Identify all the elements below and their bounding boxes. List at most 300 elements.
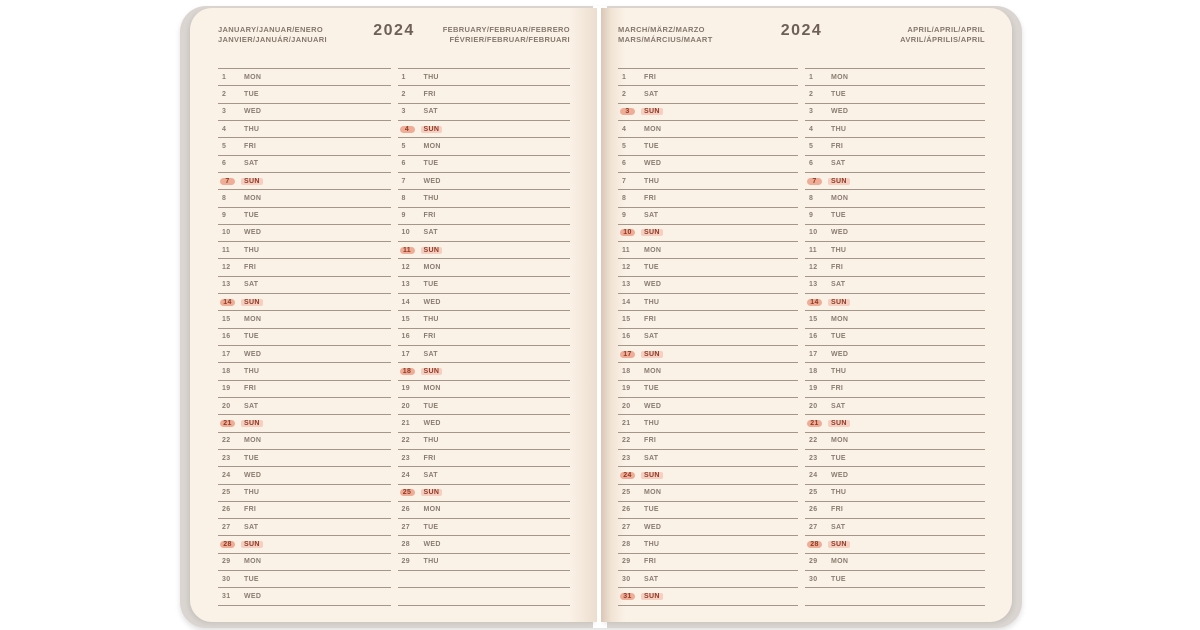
day-row — [805, 415, 985, 432]
day-row — [805, 381, 985, 398]
page-left — [190, 8, 597, 622]
weekday-label: WED — [244, 108, 262, 116]
day-row — [805, 242, 985, 259]
day-number: 21 — [401, 419, 410, 427]
weekday-label: FRI — [831, 506, 844, 514]
day-row — [218, 519, 391, 536]
weekday-label: WED — [423, 298, 441, 306]
weekday-label: SAT — [644, 454, 659, 462]
day-number: 9 — [401, 212, 406, 220]
day-row — [805, 485, 985, 502]
day-row — [805, 519, 985, 536]
day-number: 11 — [622, 246, 630, 254]
day-number: 25 — [809, 489, 818, 497]
weekday-label: THU — [644, 298, 660, 306]
day-row — [218, 208, 391, 225]
day-number: 3 — [401, 108, 406, 116]
day-number: 19 — [222, 385, 231, 393]
weekday-label: WED — [244, 593, 262, 601]
day-row — [805, 329, 985, 346]
day-number: 12 — [809, 264, 818, 272]
day-row — [398, 381, 571, 398]
day-row — [398, 346, 571, 363]
day-row — [618, 277, 798, 294]
day-number: 13 — [222, 281, 231, 289]
day-number: 1 — [809, 73, 814, 81]
day-number: 25 — [400, 489, 415, 496]
weekday-label: MON — [244, 316, 262, 324]
day-row — [398, 69, 571, 86]
day-number: 4 — [622, 125, 627, 133]
day-number: 3 — [222, 108, 227, 116]
month-title-february — [436, 25, 570, 45]
day-row — [618, 450, 798, 467]
day-row — [618, 536, 798, 553]
day-row — [398, 398, 571, 415]
day-row — [398, 208, 571, 225]
weekday-label: FRI — [644, 73, 657, 81]
weekday-label: SAT — [244, 402, 259, 410]
day-number: 7 — [220, 178, 235, 185]
weekday-label: SAT — [831, 281, 846, 289]
day-row — [805, 311, 985, 328]
weekday-label: SAT — [831, 523, 846, 531]
day-row — [218, 398, 391, 415]
day-number: 1 — [401, 73, 406, 81]
month-title-march-line1: MARCH/MÄRZ/MARZO — [618, 25, 705, 34]
day-number: 2 — [809, 90, 814, 98]
day-row — [218, 277, 391, 294]
day-row — [398, 363, 571, 380]
weekday-label: TUE — [423, 402, 439, 410]
day-number: 8 — [401, 194, 406, 202]
day-row — [218, 536, 391, 553]
day-number: 14 — [807, 299, 822, 306]
day-number: 24 — [401, 471, 410, 479]
day-number: 16 — [222, 333, 231, 341]
weekday-label: THU — [423, 194, 439, 202]
weekday-label: SAT — [423, 229, 438, 237]
page-right — [601, 8, 1012, 622]
day-number: 16 — [809, 333, 818, 341]
day-number: 26 — [809, 506, 818, 514]
day-number: 13 — [401, 281, 410, 289]
day-row — [805, 69, 985, 86]
weekday-label: MON — [831, 437, 849, 445]
day-row — [218, 450, 391, 467]
day-number: 6 — [222, 160, 227, 168]
day-number: 30 — [222, 575, 231, 583]
day-row — [398, 554, 571, 571]
day-number: 28 — [401, 541, 410, 549]
day-row — [218, 225, 391, 242]
day-row — [618, 156, 798, 173]
weekday-label: MON — [831, 316, 849, 324]
weekday-label: SUN — [241, 420, 263, 427]
weekday-label: SUN — [828, 178, 850, 185]
day-number: 31 — [620, 593, 635, 600]
day-number: 22 — [401, 437, 410, 445]
day-row — [618, 121, 798, 138]
weekday-label: WED — [244, 229, 262, 237]
day-number: 25 — [222, 489, 231, 497]
day-number: 15 — [222, 316, 231, 324]
day-number: 20 — [401, 402, 410, 410]
day-row — [805, 571, 985, 588]
day-number: 16 — [622, 333, 631, 341]
day-number: 19 — [622, 385, 631, 393]
day-row — [398, 259, 571, 276]
day-number: 25 — [622, 489, 631, 497]
day-number: 24 — [620, 472, 635, 479]
weekday-label: MON — [423, 142, 441, 150]
weekday-label: THU — [644, 419, 660, 427]
weekday-label: SUN — [828, 420, 850, 427]
day-row — [618, 381, 798, 398]
day-row — [805, 190, 985, 207]
day-row — [398, 311, 571, 328]
day-number: 5 — [222, 142, 227, 150]
day-row — [618, 86, 798, 103]
day-row — [218, 415, 391, 432]
day-number: 23 — [809, 454, 818, 462]
weekday-label: FRI — [244, 264, 257, 272]
weekday-label: SUN — [421, 489, 443, 496]
january-day-list — [218, 68, 391, 606]
day-row — [218, 381, 391, 398]
day-row — [398, 294, 571, 311]
weekday-label: TUE — [831, 90, 846, 98]
day-row — [618, 415, 798, 432]
day-number: 2 — [401, 90, 406, 98]
day-row — [805, 294, 985, 311]
weekday-label: SUN — [241, 299, 263, 306]
day-number: 17 — [620, 351, 635, 358]
weekday-label: SUN — [421, 126, 443, 133]
day-number: 6 — [809, 160, 814, 168]
day-number: 22 — [222, 437, 231, 445]
day-row — [398, 173, 571, 190]
day-row — [398, 190, 571, 207]
day-number: 5 — [809, 142, 814, 150]
weekday-label: WED — [244, 471, 262, 479]
weekday-label: SAT — [423, 108, 438, 116]
day-number: 12 — [222, 264, 231, 272]
day-number: 8 — [809, 194, 814, 202]
day-number: 6 — [401, 160, 406, 168]
day-number: 29 — [809, 558, 818, 566]
day-number: 28 — [807, 541, 822, 548]
day-number: 8 — [622, 194, 627, 202]
day-row — [805, 467, 985, 484]
weekday-label: WED — [423, 177, 441, 185]
day-number: 1 — [222, 73, 227, 81]
weekday-label: THU — [244, 489, 260, 497]
month-title-january-line2: JANVIER/JANUÁR/JANUARI — [218, 35, 327, 44]
day-row — [398, 450, 571, 467]
day-number: 22 — [622, 437, 631, 445]
weekday-label: SAT — [644, 90, 659, 98]
weekday-label: SUN — [641, 351, 663, 358]
day-number: 23 — [222, 454, 231, 462]
weekday-label: THU — [831, 246, 847, 254]
weekday-label: THU — [644, 177, 660, 185]
weekday-label: WED — [831, 108, 849, 116]
day-number: 10 — [222, 229, 231, 237]
weekday-label: TUE — [244, 212, 259, 220]
weekday-label: MON — [244, 558, 262, 566]
day-number: 4 — [809, 125, 814, 133]
day-row — [218, 588, 391, 605]
day-row — [618, 190, 798, 207]
day-row — [398, 519, 571, 536]
day-number: 19 — [401, 385, 410, 393]
day-row — [618, 104, 798, 121]
weekday-label: FRI — [831, 385, 844, 393]
day-number: 27 — [809, 523, 818, 531]
weekday-label: THU — [423, 316, 439, 324]
day-number: 11 — [809, 246, 817, 254]
day-number: 21 — [622, 419, 631, 427]
year-label: 2024 — [780, 22, 823, 39]
month-title-april — [846, 25, 985, 45]
weekday-label: SAT — [644, 575, 659, 583]
day-number: 19 — [809, 385, 818, 393]
weekday-label: MON — [423, 385, 441, 393]
day-number: 9 — [222, 212, 227, 220]
weekday-label: THU — [244, 246, 260, 254]
day-number: 2 — [222, 90, 227, 98]
day-row — [618, 311, 798, 328]
march-day-list — [618, 68, 798, 606]
weekday-label: FRI — [644, 194, 657, 202]
day-number: 18 — [222, 367, 231, 375]
day-number: 30 — [809, 575, 818, 583]
day-row — [618, 294, 798, 311]
weekday-label: FRI — [423, 333, 436, 341]
weekday-label: SAT — [644, 333, 659, 341]
day-row — [218, 173, 391, 190]
day-number: 9 — [809, 212, 814, 220]
day-row — [805, 173, 985, 190]
day-number: 30 — [622, 575, 631, 583]
weekday-label: SUN — [241, 541, 263, 548]
day-number: 15 — [401, 316, 410, 324]
day-row — [805, 502, 985, 519]
day-row — [398, 104, 571, 121]
day-number: 3 — [620, 108, 635, 115]
day-number: 13 — [622, 281, 631, 289]
day-row — [398, 277, 571, 294]
weekday-label: TUE — [244, 333, 259, 341]
day-number: 20 — [622, 402, 631, 410]
day-row — [398, 467, 571, 484]
february-day-list — [398, 68, 571, 606]
day-row — [218, 467, 391, 484]
weekday-label: SUN — [421, 368, 443, 375]
day-number: 1 — [622, 73, 627, 81]
day-number: 21 — [220, 420, 235, 427]
day-number: 18 — [400, 368, 415, 375]
day-row — [398, 433, 571, 450]
day-row — [398, 242, 571, 259]
weekday-label: SUN — [641, 229, 663, 236]
day-number: 7 — [622, 177, 627, 185]
day-row — [218, 571, 391, 588]
weekday-label: TUE — [423, 523, 439, 531]
day-row — [618, 571, 798, 588]
weekday-label: SAT — [831, 160, 846, 168]
day-number: 29 — [222, 558, 231, 566]
weekday-label: SUN — [641, 108, 663, 115]
weekday-label: MON — [423, 264, 441, 272]
day-row — [218, 554, 391, 571]
weekday-label: WED — [644, 523, 662, 531]
day-number: 10 — [809, 229, 818, 237]
day-row — [805, 346, 985, 363]
weekday-label: THU — [831, 367, 847, 375]
weekday-label: TUE — [644, 142, 659, 150]
day-row — [618, 588, 798, 605]
day-number: 6 — [622, 160, 627, 168]
weekday-label: WED — [423, 541, 441, 549]
day-row — [618, 519, 798, 536]
weekday-label: FRI — [244, 506, 257, 514]
weekday-label: MON — [644, 489, 662, 497]
day-row — [218, 259, 391, 276]
weekday-label: SAT — [831, 402, 846, 410]
day-row — [805, 433, 985, 450]
weekday-label: WED — [831, 350, 849, 358]
day-number: 20 — [222, 402, 231, 410]
day-number: 8 — [222, 194, 227, 202]
weekday-label: TUE — [831, 454, 846, 462]
day-row — [398, 156, 571, 173]
day-row — [618, 242, 798, 259]
weekday-label: FRI — [423, 90, 436, 98]
day-row — [398, 121, 571, 138]
weekday-label: FRI — [644, 437, 657, 445]
weekday-label: MON — [831, 73, 849, 81]
day-number: 26 — [222, 506, 231, 514]
page-left-columns — [190, 68, 597, 606]
day-number: 7 — [807, 178, 822, 185]
day-number: 18 — [622, 367, 631, 375]
weekday-label: FRI — [644, 316, 657, 324]
weekday-label: MON — [831, 194, 849, 202]
day-row — [218, 329, 391, 346]
day-row — [398, 588, 571, 605]
day-row — [618, 554, 798, 571]
weekday-label: WED — [831, 471, 849, 479]
page-left-header — [190, 22, 597, 45]
day-number: 13 — [809, 281, 818, 289]
day-number: 14 — [220, 299, 235, 306]
weekday-label: FRI — [423, 212, 436, 220]
weekday-label: THU — [423, 73, 439, 81]
day-number: 29 — [401, 558, 410, 566]
day-row — [218, 311, 391, 328]
day-row — [398, 485, 571, 502]
day-row — [805, 363, 985, 380]
day-row — [398, 415, 571, 432]
day-number: 17 — [809, 350, 818, 358]
day-row — [805, 450, 985, 467]
day-number: 11 — [400, 247, 415, 254]
day-number: 15 — [809, 316, 818, 324]
weekday-label: MON — [244, 194, 262, 202]
day-number: 17 — [222, 350, 231, 358]
weekday-label: MON — [244, 73, 262, 81]
day-row — [218, 121, 391, 138]
day-number: 2 — [622, 90, 627, 98]
day-number: 14 — [401, 298, 410, 306]
day-row — [218, 294, 391, 311]
day-number: 4 — [222, 125, 227, 133]
weekday-label: SAT — [244, 160, 259, 168]
month-title-january-line1: JANUARY/JANUAR/ENERO — [218, 25, 324, 34]
day-row — [805, 588, 985, 605]
day-row — [218, 104, 391, 121]
weekday-label: TUE — [423, 281, 439, 289]
day-number: 7 — [401, 177, 406, 185]
day-row — [218, 138, 391, 155]
day-number: 23 — [401, 454, 410, 462]
weekday-label: MON — [644, 367, 662, 375]
day-number: 5 — [401, 142, 406, 150]
day-row — [398, 329, 571, 346]
day-row — [618, 502, 798, 519]
day-number: 31 — [222, 593, 231, 601]
weekday-label: TUE — [423, 160, 439, 168]
weekday-label: FRI — [644, 558, 657, 566]
day-number: 24 — [222, 471, 231, 479]
day-row — [618, 138, 798, 155]
weekday-label: THU — [423, 437, 439, 445]
day-row — [398, 502, 571, 519]
weekday-label: TUE — [644, 506, 659, 514]
weekday-label: SUN — [421, 247, 443, 254]
weekday-label: SUN — [828, 299, 850, 306]
weekday-label: MON — [423, 506, 441, 514]
month-title-january — [218, 25, 352, 45]
weekday-label: TUE — [244, 454, 259, 462]
day-row — [218, 363, 391, 380]
day-number: 10 — [620, 229, 635, 236]
day-number: 17 — [401, 350, 410, 358]
day-row — [218, 242, 391, 259]
weekday-label: THU — [831, 125, 847, 133]
weekday-label: WED — [644, 281, 662, 289]
day-row — [398, 138, 571, 155]
day-number: 10 — [401, 229, 410, 237]
weekday-label: FRI — [831, 142, 844, 150]
day-row — [398, 536, 571, 553]
day-row — [618, 467, 798, 484]
weekday-label: SUN — [241, 178, 263, 185]
page-right-header — [601, 22, 1012, 45]
day-row — [218, 156, 391, 173]
day-number: 26 — [622, 506, 631, 514]
day-row — [218, 433, 391, 450]
day-row — [805, 277, 985, 294]
day-number: 23 — [622, 454, 631, 462]
day-number: 18 — [809, 367, 818, 375]
weekday-label: MON — [644, 246, 662, 254]
day-number: 20 — [809, 402, 818, 410]
day-row — [398, 86, 571, 103]
day-number: 24 — [809, 471, 818, 479]
